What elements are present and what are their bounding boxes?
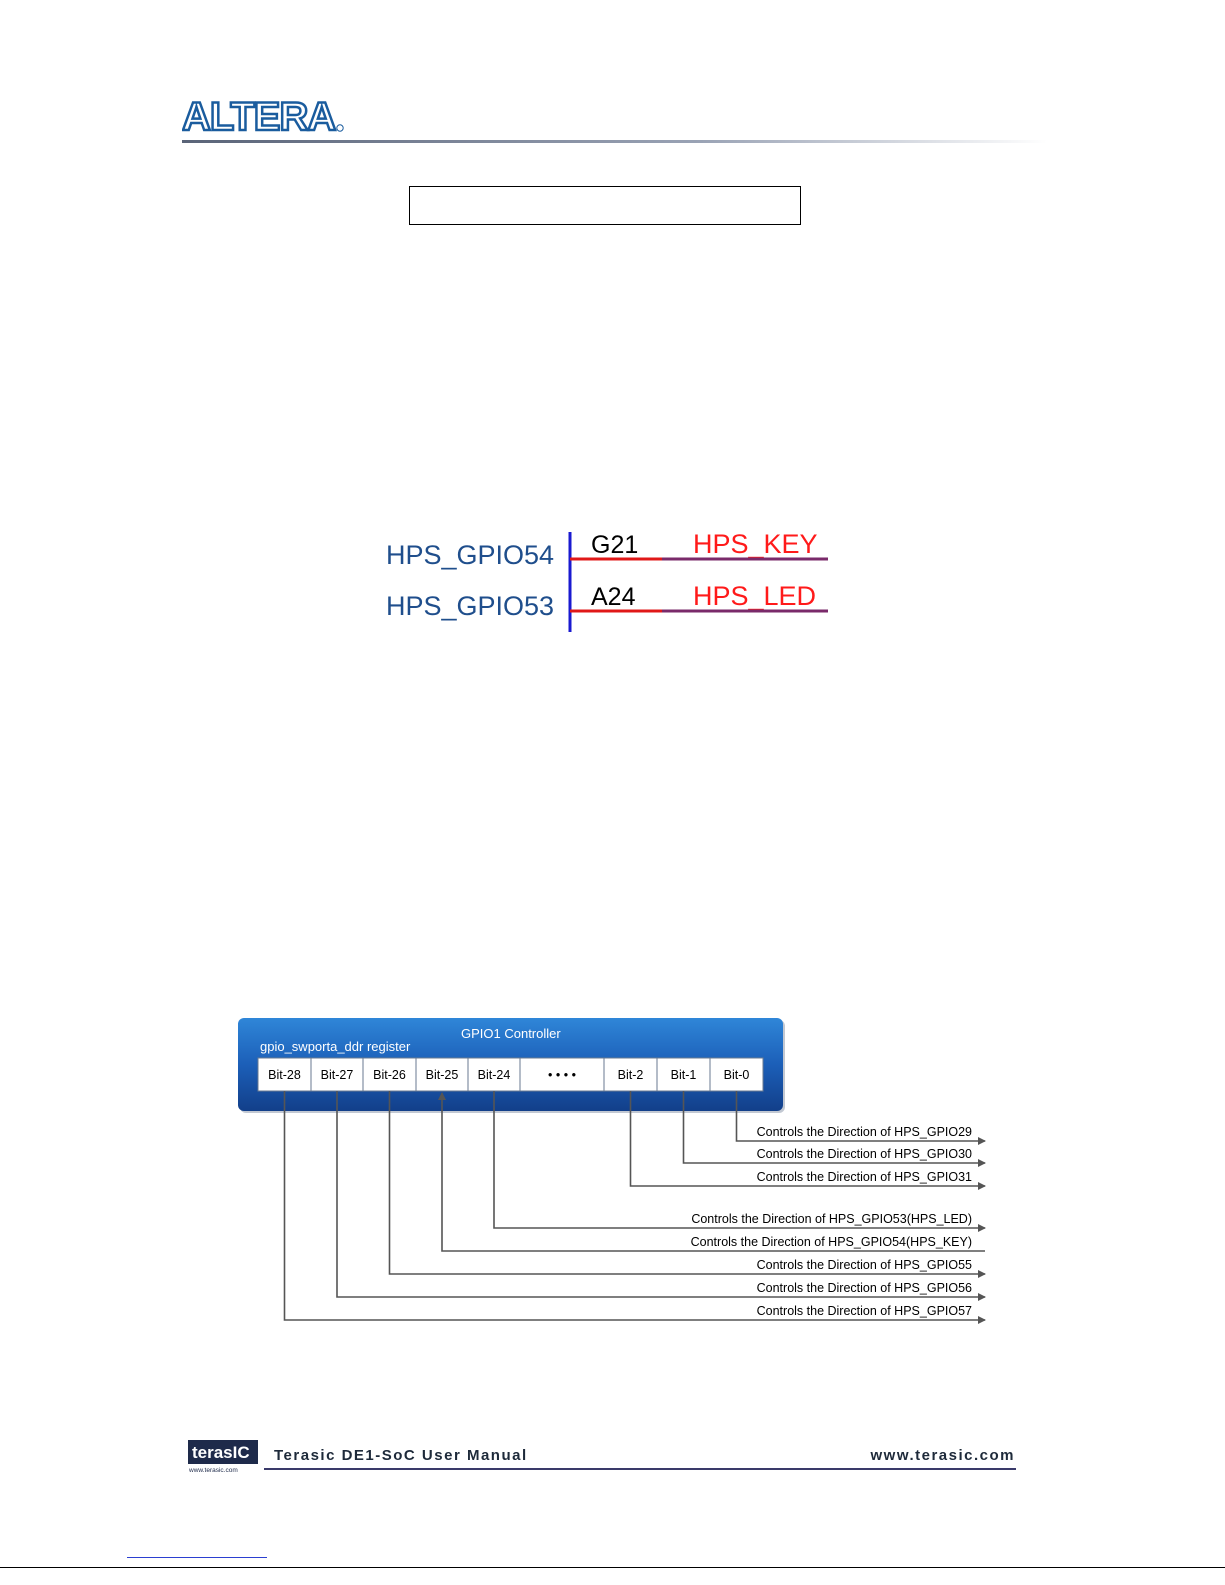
direction-label: Controls the Direction of HPS_GPIO30 <box>756 1147 972 1161</box>
manual-title: Terasic DE1-SoC User Manual <box>274 1447 528 1464</box>
direction-label: Controls the Direction of HPS_GPIO53(HPS_LED) <box>691 1212 972 1226</box>
direction-label: Controls the Direction of HPS_GPIO29 <box>756 1125 972 1139</box>
svg-text:ALTERA: ALTERA <box>182 96 336 136</box>
direction-label: Controls the Direction of HPS_GPIO54(HPS_KEY) <box>690 1235 972 1249</box>
svg-text:www.terasic.com: www.terasic.com <box>189 1467 238 1474</box>
page-bottom-rule <box>0 1567 1225 1568</box>
gpio-direction-diagram <box>235 1015 995 1330</box>
pin-label: A24 <box>591 583 636 611</box>
direction-label: Controls the Direction of HPS_GPIO57 <box>756 1304 972 1318</box>
bit-label: Bit-27 <box>320 1068 354 1082</box>
direction-label: Controls the Direction of HPS_GPIO56 <box>756 1281 972 1295</box>
direction-label: Controls the Direction of HPS_GPIO55 <box>756 1258 972 1272</box>
net-label: HPS_KEY <box>693 529 818 559</box>
pin-label: G21 <box>591 531 639 559</box>
footer-rule <box>264 1468 1016 1470</box>
terasic-logo <box>188 1440 258 1474</box>
altera-logo <box>182 96 352 136</box>
bit-label: Bit-26 <box>373 1068 406 1082</box>
bit-label: Bit-0 <box>723 1068 750 1082</box>
bit-label: Bit-1 <box>670 1068 697 1082</box>
register-label: gpio_swporta_ddr register <box>260 1039 411 1054</box>
caption-box <box>409 186 801 225</box>
bit-label: Bit-25 <box>425 1068 459 1082</box>
net-label: HPS_LED <box>693 581 817 611</box>
bottom-link-underline <box>127 1557 267 1558</box>
signal-label: HPS_GPIO53 <box>386 591 555 621</box>
bit-label: • • • • <box>548 1068 576 1082</box>
controller-title: GPIO1 Controller <box>461 1026 561 1041</box>
direction-label: Controls the Direction of HPS_GPIO31 <box>756 1170 972 1184</box>
header-rule <box>182 140 1047 143</box>
gpio-schematic <box>380 524 840 640</box>
bit-label: Bit-2 <box>617 1068 644 1082</box>
bit-label: Bit-28 <box>268 1068 301 1082</box>
signal-label: HPS_GPIO54 <box>386 540 555 570</box>
bit-label: Bit-24 <box>477 1068 511 1082</box>
footer-website: www.terasic.com <box>870 1447 1015 1464</box>
svg-text:terasIC: terasIC <box>192 1443 250 1462</box>
